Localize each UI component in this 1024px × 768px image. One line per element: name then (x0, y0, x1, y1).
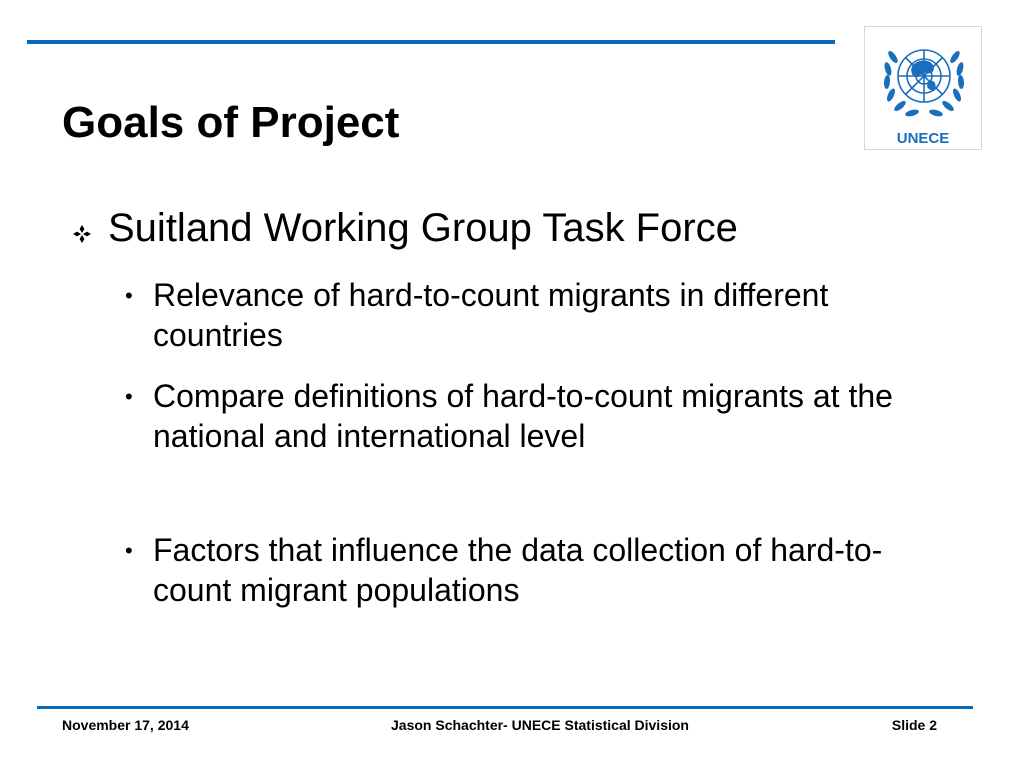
unece-logo (864, 26, 982, 150)
sub-bullet-text: Compare definitions of hard-to-count migrants at the national and international level (153, 378, 893, 454)
bottom-rule (37, 706, 973, 709)
logo-text: UNECE (896, 130, 950, 147)
slide-title: Goals of Project (62, 98, 400, 147)
dot-bullet-icon: • (125, 538, 133, 563)
footer-author: Jason Schachter- UNECE Statistical Division (391, 717, 689, 733)
footer-slide-number: Slide 2 (891, 717, 937, 733)
footer-date: November 17, 2014 (62, 717, 189, 733)
main-bullet-text: Suitland Working Group Task Force (108, 206, 738, 250)
un-emblem-icon (873, 29, 975, 129)
diamond-flower-bullet-icon (72, 224, 92, 244)
sub-bullet-text: Factors that influence the data collection of hard-to-count migrant populations (153, 532, 883, 608)
sub-bullet-text: Relevance of hard-to-count migrants in different countries (153, 277, 829, 353)
dot-bullet-icon: • (125, 384, 133, 409)
top-rule (27, 40, 835, 44)
dot-bullet-icon: • (125, 283, 133, 308)
